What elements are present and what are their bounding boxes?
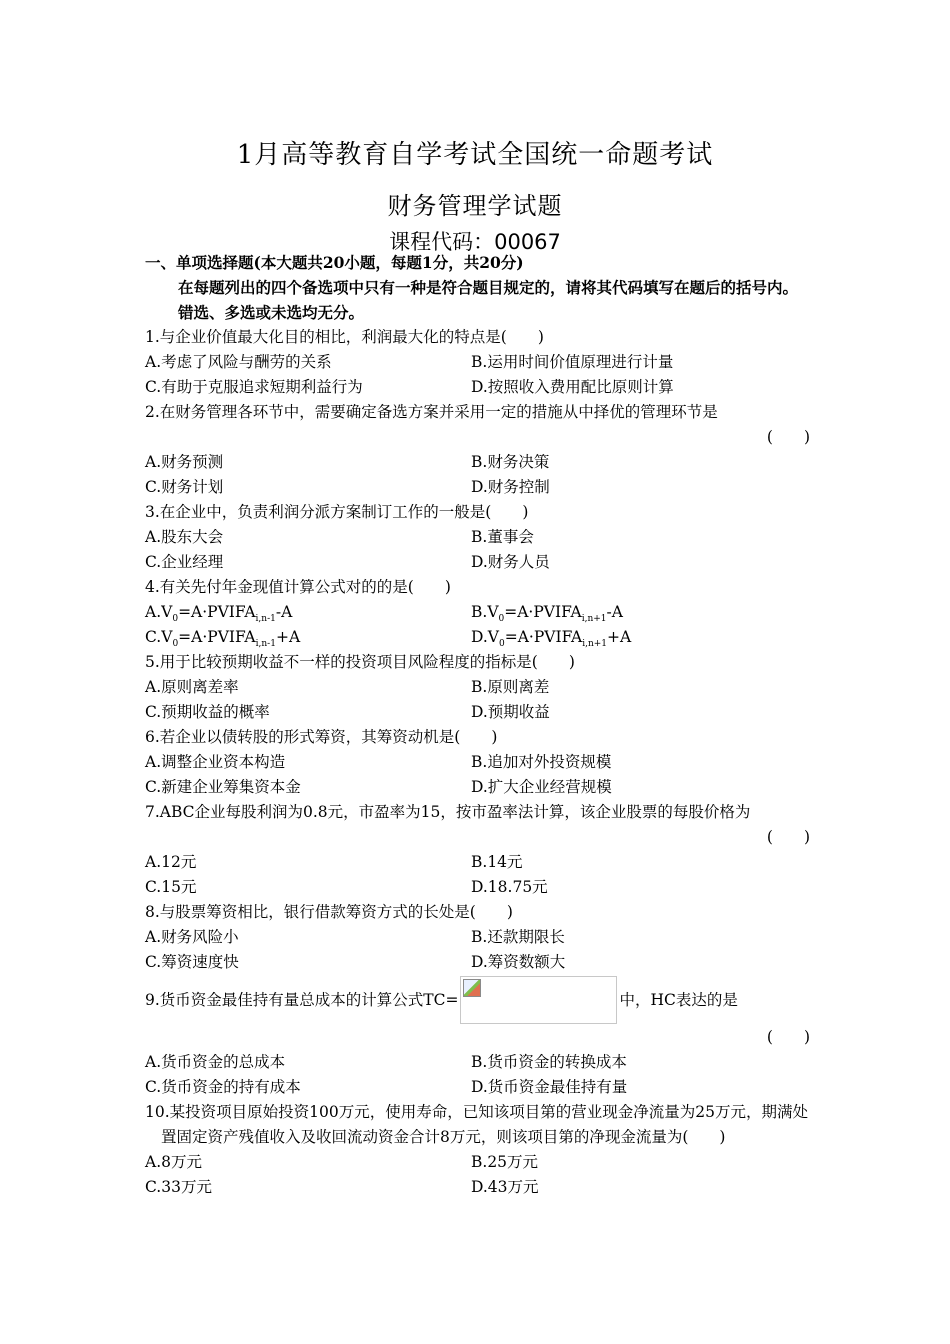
option-b: B.25万元	[471, 1153, 539, 1171]
option-d: D.财务人员	[471, 553, 550, 571]
option-c: C.企业经理	[145, 553, 224, 571]
question-stem: 2.在财务管理各环节中，需要确定备选方案并采用一定的措施从中择优的管理环节是	[145, 403, 718, 421]
answer-parenthesis: ( )	[766, 1028, 810, 1046]
option-d: D.筹资数额大	[471, 953, 566, 971]
question-10	[145, 1100, 810, 1200]
answer-parenthesis: ( )	[766, 428, 810, 446]
option-d: D.按照收入费用配比原则计算	[471, 378, 674, 396]
option-a: A.货币资金的总成本	[145, 1053, 286, 1071]
option-a: A.考虑了风险与酬劳的关系	[145, 353, 332, 371]
option-c: C.有助于克服追求短期利益行为	[145, 378, 363, 396]
question-6	[145, 725, 810, 800]
option-d: D.预期收益	[471, 703, 550, 721]
option-c: C.财务计划	[145, 478, 224, 496]
question-stem: 10.某投资项目原始投资100万元，使用寿命，已知该项目第的营业现金净流量为25万元，期满处置固定资产残值收入及收回流动资金合计8万元，则该项目第的净现金流量为( )	[145, 1103, 808, 1146]
option-b: $B.V_0=A\cdot PVIFA_{i,n+1}-A$	[471, 603, 623, 625]
exam-title: 1月高等教育自学考试全国统一命题考试	[236, 140, 714, 170]
option-d: D.货币资金最佳持有量	[471, 1078, 628, 1096]
question-stem: 1.与企业价值最大化目的相比，利润最大化的特点是( )	[145, 328, 544, 346]
question-stem	[145, 975, 810, 1025]
question-stem: 3.在企业中，负责利润分派方案制订工作的一般是( )	[145, 503, 529, 521]
option-a: A.调整企业资本构造	[145, 753, 286, 771]
question-stem: 6.若企业以债转股的形式筹资，其筹资动机是( )	[145, 728, 498, 746]
option-b: B.原则离差	[471, 678, 550, 696]
option-a: $A.V_0=A\cdot PVIFA_{i,n-1}-A$	[145, 603, 293, 625]
option-a: A.财务风险小	[145, 928, 239, 946]
option-b: B.运用时间价值原理进行计量	[471, 353, 674, 371]
option-a: A.12元	[145, 853, 197, 871]
option-a: A.8万元	[145, 1153, 202, 1171]
question-8	[145, 900, 810, 975]
question-9	[145, 975, 810, 1100]
option-b: B.货币资金的转换成本	[471, 1053, 627, 1071]
question-5	[145, 650, 810, 725]
question-stem: 4.有关先付年金现值计算公式对的的是( )	[145, 578, 451, 596]
answer-parenthesis: ( )	[766, 828, 810, 846]
option-c: C.预期收益的概率	[145, 703, 270, 721]
option-c: $C.V_0=A\cdot PVIFA_{i,n-1}+A$	[145, 628, 301, 650]
option-a: A.原则离差率	[145, 678, 239, 696]
option-d: D.43万元	[471, 1178, 539, 1196]
question-3	[145, 500, 810, 575]
course-code: 课程代码：00067	[389, 230, 561, 254]
question-stem: 7.ABC企业每股利润为0.8元，市盈率为15，按市盈率法计算，该企业股票的每股价格为	[145, 803, 751, 821]
question-stem-before: 9.货币资金最佳持有量总成本的计算公式TC=	[145, 990, 459, 1009]
subject-title: 财务管理学试题	[387, 192, 563, 220]
question-stem: 5.用于比较预期收益不一样的投资项目风险程度的指标是( )	[145, 653, 575, 671]
option-d: D.18.75元	[471, 878, 548, 896]
option-b: B.追加对外投资规模	[471, 753, 612, 771]
question-2	[145, 400, 810, 500]
broken-image-icon	[463, 979, 481, 997]
option-d: $D.V_0=A\cdot PVIFA_{i,n+1}+A$	[471, 628, 632, 650]
question-stem: 8.与股票筹资相比，银行借款筹资方式的长处是( )	[145, 903, 513, 921]
exam-content	[145, 250, 810, 1200]
option-d: D.扩大企业经营规模	[471, 778, 612, 796]
option-c: C.新建企业筹集资本金	[145, 778, 301, 796]
option-c: C.15元	[145, 878, 197, 896]
option-b: B.董事会	[471, 528, 534, 546]
question-stem-after: 中，HC表达的是	[619, 990, 738, 1009]
option-a: A.财务预测	[145, 453, 224, 471]
option-c: C.货币资金的持有成本	[145, 1078, 301, 1096]
option-d: D.财务控制	[471, 478, 550, 496]
section-heading: 一、单项选择题(本大题共20小题，每题1分，共20分)	[145, 253, 524, 272]
question-4	[145, 575, 810, 650]
question-1	[145, 325, 810, 400]
option-b: B.14元	[471, 853, 523, 871]
option-a: A.股东大会	[145, 528, 224, 546]
option-b: B.财务决策	[471, 453, 550, 471]
option-b: B.还款期限长	[471, 928, 565, 946]
section-instructions: 在每题列出的四个备选项中只有一种是符合题目规定的，请将其代码填写在题后的括号内。错选、多选或未选均无分。	[178, 278, 799, 322]
question-7	[145, 800, 810, 900]
formula-image-placeholder	[460, 976, 617, 1024]
option-c: C.33万元	[145, 1178, 212, 1196]
option-c: C.筹资速度快	[145, 953, 239, 971]
